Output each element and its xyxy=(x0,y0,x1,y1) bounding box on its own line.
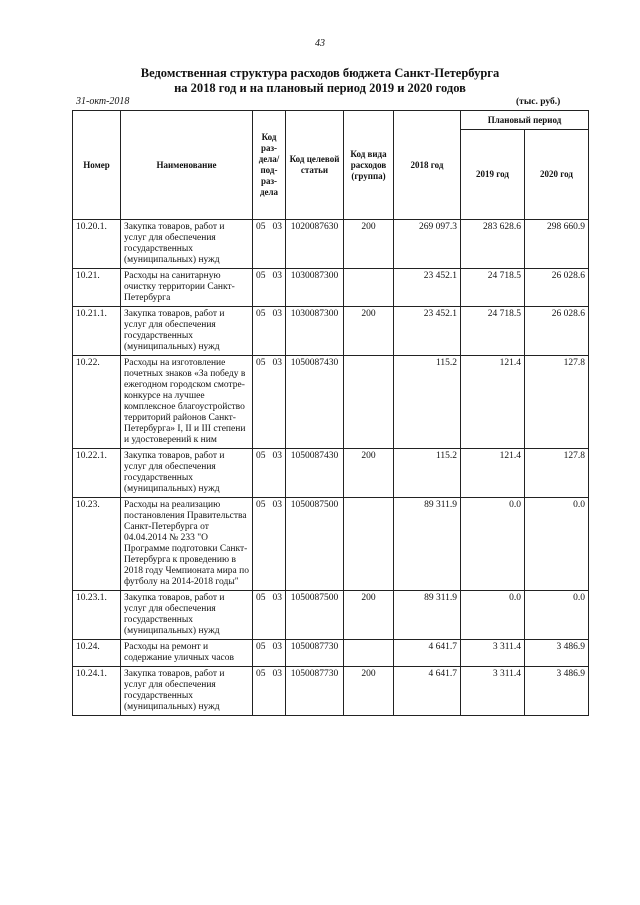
cell-number: 10.22.1. xyxy=(73,449,121,498)
cell-section xyxy=(253,591,286,640)
table-row xyxy=(73,640,589,667)
cell-number: 10.23. xyxy=(73,498,121,591)
cell-2020: 127.8 xyxy=(525,356,589,449)
section-code: 05 xyxy=(256,451,266,461)
cell-expense-type: 200 xyxy=(344,591,394,640)
cell-2018: 23 452.1 xyxy=(394,307,461,356)
section-code: 05 xyxy=(256,309,266,319)
subsection-code: 03 xyxy=(272,451,282,461)
subsection-code: 03 xyxy=(272,222,282,232)
cell-name: Закупка товаров, работ и услуг для обеспечения государственных (муниципальных) нужд xyxy=(121,591,253,640)
cell-target-code: 1050087430 xyxy=(286,449,344,498)
cell-2019: 24 718.5 xyxy=(461,307,525,356)
title-line-2: на 2018 год и на плановый период 2019 и 2020 годов xyxy=(174,81,466,95)
cell-2018: 4 641.7 xyxy=(394,667,461,716)
header-year-2019: 2019 год xyxy=(461,130,525,220)
subsection-code: 03 xyxy=(272,271,282,281)
section-code: 05 xyxy=(256,500,266,510)
cell-section xyxy=(253,269,286,307)
title-line-1: Ведомственная структура расходов бюджета Санкт-Петербурга xyxy=(140,66,500,80)
cell-section xyxy=(253,498,286,591)
cell-2019: 3 311.4 xyxy=(461,640,525,667)
cell-name: Расходы на реализацию постановления Правительства Санкт-Петербурга от 04.04.2014 № 233 "О Программе подготовки Санкт-Петербурга к проведению в 2018 году Чемпионата мира по футболу на 2014-2018 годы" xyxy=(121,498,253,591)
header-expense-type: Код вида расходов (группа) xyxy=(344,111,394,220)
cell-name: Закупка товаров, работ и услуг для обеспечения государственных (муниципальных) нужд xyxy=(121,307,253,356)
table-body xyxy=(73,220,589,716)
table-row xyxy=(73,498,589,591)
units-label: (тыс. руб.) xyxy=(516,97,561,107)
cell-expense-type: 200 xyxy=(344,667,394,716)
budget-table xyxy=(72,110,589,716)
cell-expense-type: 200 xyxy=(344,449,394,498)
header-section-code: Код раз-дела/ под-раз-дела xyxy=(253,111,286,220)
cell-2019: 24 718.5 xyxy=(461,269,525,307)
cell-section xyxy=(253,640,286,667)
section-code: 05 xyxy=(256,669,266,679)
cell-target-code: 1050087430 xyxy=(286,356,344,449)
table-row xyxy=(73,449,589,498)
page-title xyxy=(60,66,580,96)
cell-expense-type: 200 xyxy=(344,307,394,356)
cell-number: 10.21.1. xyxy=(73,307,121,356)
cell-target-code: 1030087300 xyxy=(286,307,344,356)
cell-target-code: 1050087730 xyxy=(286,667,344,716)
table-row xyxy=(73,307,589,356)
cell-target-code: 1050087730 xyxy=(286,640,344,667)
cell-2018: 4 641.7 xyxy=(394,640,461,667)
cell-number: 10.24.1. xyxy=(73,667,121,716)
cell-2018: 89 311.9 xyxy=(394,591,461,640)
cell-2018: 115.2 xyxy=(394,449,461,498)
cell-target-code: 1030087300 xyxy=(286,269,344,307)
subsection-code: 03 xyxy=(272,309,282,319)
cell-name: Расходы на санитарную очистку территории Санкт-Петербурга xyxy=(121,269,253,307)
cell-target-code: 1050087500 xyxy=(286,498,344,591)
cell-2018: 23 452.1 xyxy=(394,269,461,307)
table-row xyxy=(73,591,589,640)
cell-number: 10.22. xyxy=(73,356,121,449)
table-row xyxy=(73,269,589,307)
cell-2019: 0.0 xyxy=(461,498,525,591)
cell-section xyxy=(253,667,286,716)
cell-2019: 3 311.4 xyxy=(461,667,525,716)
header-plan-period: Плановый период xyxy=(461,111,589,130)
cell-2020: 3 486.9 xyxy=(525,640,589,667)
table-row xyxy=(73,220,589,269)
cell-section xyxy=(253,307,286,356)
cell-number: 10.21. xyxy=(73,269,121,307)
cell-number: 10.23.1. xyxy=(73,591,121,640)
cell-name: Закупка товаров, работ и услуг для обеспечения государственных (муниципальных) нужд xyxy=(121,449,253,498)
cell-section xyxy=(253,449,286,498)
section-code: 05 xyxy=(256,593,266,603)
cell-2018: 115.2 xyxy=(394,356,461,449)
cell-name: Закупка товаров, работ и услуг для обеспечения государственных (муниципальных) нужд xyxy=(121,667,253,716)
section-code: 05 xyxy=(256,271,266,281)
document-date: 31-окт-2018 xyxy=(76,96,130,107)
cell-expense-type xyxy=(344,269,394,307)
subsection-code: 03 xyxy=(272,669,282,679)
cell-name: Расходы на ремонт и содержание уличных часов xyxy=(121,640,253,667)
cell-number: 10.24. xyxy=(73,640,121,667)
page-number: 43 xyxy=(315,38,325,49)
header-name: Наименование xyxy=(121,111,253,220)
cell-2020: 127.8 xyxy=(525,449,589,498)
header-target-code: Код целевой статьи xyxy=(286,111,344,220)
cell-2019: 121.4 xyxy=(461,449,525,498)
cell-name: Закупка товаров, работ и услуг для обеспечения государственных (муниципальных) нужд xyxy=(121,220,253,269)
cell-expense-type xyxy=(344,356,394,449)
table-row xyxy=(73,667,589,716)
section-code: 05 xyxy=(256,358,266,368)
cell-2020: 0.0 xyxy=(525,498,589,591)
cell-2019: 0.0 xyxy=(461,591,525,640)
cell-expense-type xyxy=(344,640,394,667)
subsection-code: 03 xyxy=(272,642,282,652)
cell-2018: 89 311.9 xyxy=(394,498,461,591)
subsection-code: 03 xyxy=(272,593,282,603)
cell-2019: 121.4 xyxy=(461,356,525,449)
cell-name: Расходы на изготовление почетных знаков «За победу в ежегодном городском смотре-конкурсе на лучшее комплексное благоустройство территорий районов Санкт-Петербурга» I, II и III степени и удостоверений к ним xyxy=(121,356,253,449)
subsection-code: 03 xyxy=(272,358,282,368)
cell-2020: 26 028.6 xyxy=(525,269,589,307)
cell-2020: 298 660.9 xyxy=(525,220,589,269)
header-number: Номер xyxy=(73,111,121,220)
cell-expense-type: 200 xyxy=(344,220,394,269)
cell-2020: 3 486.9 xyxy=(525,667,589,716)
cell-2020: 26 028.6 xyxy=(525,307,589,356)
cell-number: 10.20.1. xyxy=(73,220,121,269)
header-year-2018: 2018 год xyxy=(394,111,461,220)
table-row xyxy=(73,356,589,449)
cell-2020: 0.0 xyxy=(525,591,589,640)
cell-target-code: 1050087500 xyxy=(286,591,344,640)
section-code: 05 xyxy=(256,642,266,652)
cell-expense-type xyxy=(344,498,394,591)
cell-section xyxy=(253,356,286,449)
cell-section xyxy=(253,220,286,269)
cell-2018: 269 097.3 xyxy=(394,220,461,269)
cell-2019: 283 628.6 xyxy=(461,220,525,269)
header-year-2020: 2020 год xyxy=(525,130,589,220)
section-code: 05 xyxy=(256,222,266,232)
cell-target-code: 1020087630 xyxy=(286,220,344,269)
subsection-code: 03 xyxy=(272,500,282,510)
